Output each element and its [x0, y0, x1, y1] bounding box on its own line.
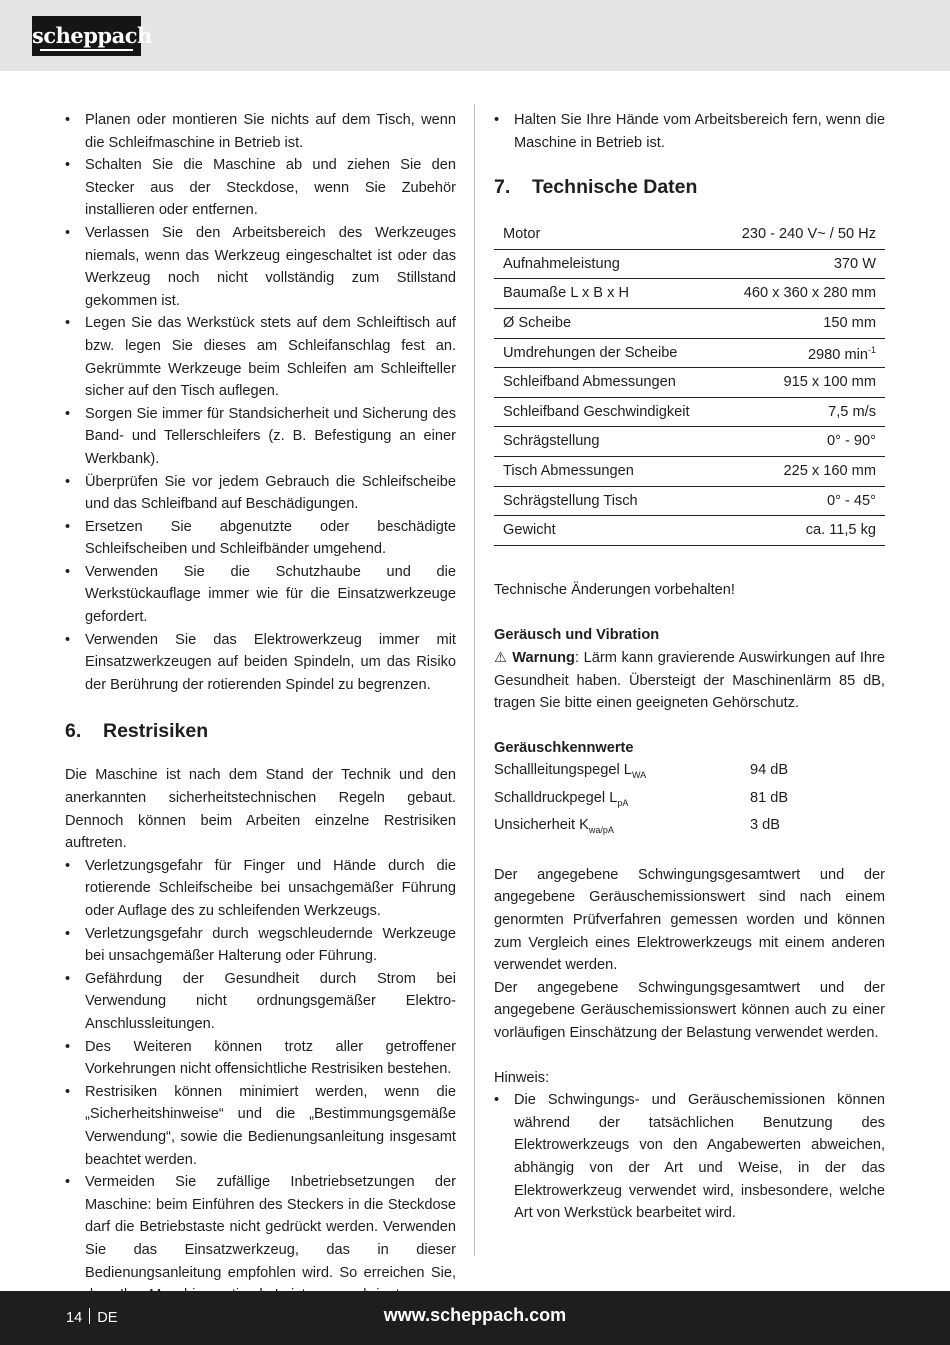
brand-logo-text: scheppach — [32, 23, 152, 48]
spec-label: Schrägstellung Tisch — [494, 486, 718, 516]
spec-value: 150 mm — [718, 308, 885, 338]
table-row — [494, 308, 885, 338]
table-row — [494, 456, 885, 486]
brand-logo — [32, 16, 152, 56]
spec-value: 0° - 90° — [718, 427, 885, 457]
vibration-paragraph-2: Der angegebene Schwingungsgesamtwert und der angegebene Geräuschemissionswert können auch zu einer vorläufigen Einschätzung der Belastung verwendet werden. — [494, 979, 885, 1041]
section-title: Restrisiken — [103, 720, 209, 743]
spec-label: Motor — [494, 220, 718, 249]
section-6-heading — [65, 718, 456, 744]
list-item: • Verwenden Sie die Schutzhaube und die Werkstückauflage immer wie für die Einsatzwerkzeuge gefordert. — [65, 561, 456, 629]
spec-value: 0° - 45° — [718, 486, 885, 516]
hint-label: Hinweis: — [494, 1069, 550, 1086]
spec-value-cell — [718, 338, 885, 368]
table-row — [494, 220, 885, 249]
spec-value: 460 x 360 x 280 mm — [718, 279, 885, 309]
spec-label: Gewicht — [494, 516, 718, 546]
list-item: • Schalten Sie die Maschine ab und ziehen Sie den Stecker aus der Steckdose, wenn Sie Zubehör installieren oder entfernen. — [65, 154, 456, 222]
warning-icon: ⚠ — [494, 649, 508, 666]
noise-heading: Geräusch und Vibration — [494, 627, 660, 644]
noise-value: 3 dB — [750, 817, 781, 834]
column-divider — [474, 104, 475, 1256]
section-title: Technische Daten — [532, 176, 698, 199]
spec-value: ca. 11,5 kg — [718, 516, 885, 546]
list-item: • Überprüfen Sie vor jedem Gebrauch die Schleifscheibe und das Schleifband auf Beschädigungen. — [65, 471, 456, 516]
table-row — [494, 397, 885, 427]
section-number: 7. — [494, 176, 511, 199]
warning-paragraph — [494, 647, 885, 715]
section-7-heading — [494, 174, 885, 200]
list-item: • Vermeiden Sie zufällige Inbetriebsetzungen der Maschine: beim Einführen des Steckers in die Steckdose darf die Betriebstaste nicht gedrückt werden. Verwenden Sie das Einsatzwerkzeug, das in dieser Bedienungsanleitung empfohlen wird. So erreichen Sie, — [65, 1171, 456, 1307]
noise-value-label — [494, 759, 750, 787]
noise-label-subscript: pA — [617, 797, 629, 808]
list-item: • Planen oder montieren Sie nichts auf dem Tisch, wenn die Schleifmaschine in Betrieb ist. — [65, 109, 456, 154]
table-row — [494, 486, 885, 516]
spec-value: 2980 min — [807, 346, 868, 363]
page-number: 14 — [66, 1310, 83, 1326]
table-row — [494, 427, 885, 457]
warning-text: : Lärm kann gravierende Auswirkungen auf Ihre Gesundheit haben. Übersteigt der Maschinenlärm 85 dB, tragen Sie bitte einen geeigneten Gehörschutz. — [494, 649, 885, 712]
noise-value: 94 dB — [750, 762, 789, 779]
noise-label-text: Schalldruckpegel L — [494, 789, 618, 806]
logo-underline — [40, 49, 133, 51]
noise-value-row — [494, 787, 885, 815]
spec-label: Schleifband Geschwindigkeit — [494, 397, 718, 427]
language-code: DE — [97, 1310, 118, 1326]
hint-bullets — [494, 1089, 885, 1225]
list-item: • Legen Sie das Werkstück stets auf dem Schleiftisch auf bzw. legen Sie dieses am Schleifanschlag fest an. Gekrümmte Werkzeuge beim Schleifen am Schleifteller sicher auf den Tisch auflegen. — [65, 312, 456, 402]
spec-value: 7,5 m/s — [718, 397, 885, 427]
list-item: • Des Weiteren können trotz aller getroffener Vorkehrungen nicht offensichtliche Restrisiken bestehen. — [65, 1036, 456, 1081]
list-item: • Ersetzen Sie abgenutzte oder beschädigte Schleifscheiben und Schleifbänder umgehend. — [65, 516, 456, 561]
table-row — [494, 368, 885, 398]
list-item: • Verwenden Sie das Elektrowerkzeug immer mit Einsatzwerkzeugen auf beiden Spindeln, um das Risiko der Berührung der rotierenden Spindel zu begrenzen. — [65, 629, 456, 697]
risk-bullets — [65, 855, 456, 1307]
noise-value-label — [494, 814, 750, 842]
vibration-paragraph-1: Der angegebene Schwingungsgesamtwert und der angegebene Geräuschemissionswert sind nach einem genormten Prüfverfahren gemessen worden und können zum Vergleich eines Elektrowerkzeugs mit einem anderen verwendet werden. — [494, 866, 885, 974]
restrisiken-intro: Die Maschine ist nach dem Stand der Technik und den anerkannten sicherheitstechnischen Regeln gebaut. Dennoch können beim Arbeiten einzelne Restrisiken auftreten. — [65, 767, 456, 852]
table-row — [494, 516, 885, 546]
noise-label-text: Unsicherheit K — [494, 817, 589, 834]
top-bullets — [494, 109, 885, 154]
noise-label-subscript: WA — [631, 770, 647, 781]
tech-note: Technische Änderungen vorbehalten! — [494, 581, 735, 598]
list-item: • Verlassen Sie den Arbeitsbereich des Werkzeuges niemals, wenn das Werkzeug eingeschaltet ist oder das Werkzeug noch nicht vollständig zum Stillstand gekommen ist. — [65, 222, 456, 312]
table-row — [494, 338, 885, 368]
spec-label: Baumaße L x B x H — [494, 279, 718, 309]
section-number: 6. — [65, 720, 82, 743]
list-item: • Verletzungsgefahr durch wegschleudernde Werkzeuge bei unsachgemäßer Halterung oder Führung. — [65, 923, 456, 968]
spec-label: Ø Scheibe — [494, 308, 718, 338]
left-column — [65, 109, 456, 1307]
spec-table — [494, 220, 885, 546]
spec-value: 370 W — [718, 249, 885, 279]
list-item: • Sorgen Sie immer für Standsicherheit und Sicherung des Band- und Tellerschleifers (z. B. Befestigung an einer Werkbank). — [65, 403, 456, 471]
noise-value: 81 dB — [750, 789, 789, 806]
spec-label: Aufnahmeleistung — [494, 249, 718, 279]
right-column — [494, 109, 885, 1225]
noise-values-heading: Geräuschkennwerte — [494, 739, 634, 756]
spec-label: Tisch Abmessungen — [494, 456, 718, 486]
spec-label: Schleifband Abmessungen — [494, 368, 718, 398]
table-row — [494, 279, 885, 309]
noise-value-row — [494, 759, 885, 787]
list-item: • Gefährdung der Gesundheit durch Strom bei Verwendung nicht ordnungsgemäßer Elektro-Anschlussleitungen. — [65, 968, 456, 1036]
list-item: • Restrisiken können minimiert werden, wenn die „Sicherheitshinweise“ und die „Bestimmungsgemäße Verwendung“, sowie die Bedienungsanleitung insgesamt beachtet werden. — [65, 1081, 456, 1171]
noise-value-row — [494, 814, 885, 842]
spec-value: 225 x 160 mm — [718, 456, 885, 486]
safety-bullets — [65, 109, 456, 696]
noise-label-text: Schallleitungspegel L — [494, 762, 632, 779]
noise-label-subscript: wa/pA — [588, 825, 614, 836]
page-header — [0, 0, 950, 71]
noise-value-label — [494, 787, 750, 815]
page-footer — [0, 1291, 950, 1345]
list-item: • Halten Sie Ihre Hände vom Arbeitsbereich fern, wenn die Maschine in Betrieb ist. — [494, 109, 885, 154]
website-url: www.scheppach.com — [383, 1305, 567, 1325]
list-item: • Die Schwingungs- und Geräuschemissionen können während der tatsächlichen Benutzung des Elektrowerkzeugs von den Angabewerten abweichen, abhängig von der Art und Weise, in der das Elektrowerkzeug verwendet wird, insbesondere, welche Art von Werkstück bearbeitet wird. — [494, 1089, 885, 1225]
spec-label: Schrägstellung — [494, 427, 718, 457]
warning-label: Warnung — [512, 649, 575, 666]
spec-value: 230 - 240 V~ / 50 Hz — [718, 220, 885, 249]
spec-value: 915 x 100 mm — [718, 368, 885, 398]
spec-label: Umdrehungen der Scheibe — [494, 338, 718, 368]
spec-value-exponent: -1 — [867, 345, 876, 356]
list-item: • Verletzungsgefahr für Finger und Hände durch die rotierende Schleifscheibe bei unsachgemäßer Führung oder Auflage des zu schleifenden Werkzeugs. — [65, 855, 456, 923]
table-row — [494, 249, 885, 279]
